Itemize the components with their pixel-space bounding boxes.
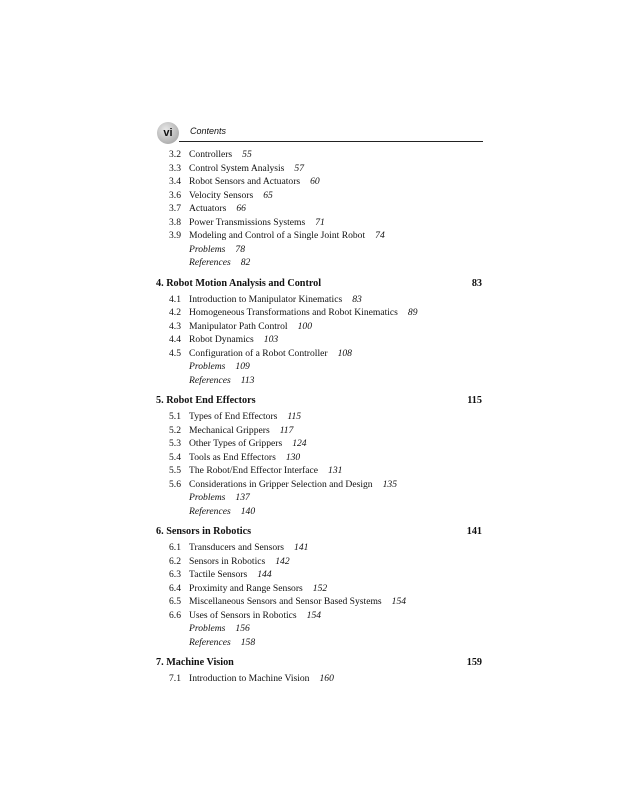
section-number: 6.4 [169, 582, 181, 594]
toc-section-entry [156, 424, 482, 438]
entry-title: Problems [189, 492, 226, 503]
entry-page: 103 [263, 334, 279, 345]
entry-page: 137 [235, 492, 250, 503]
entry-title: Control System Analysis [189, 162, 285, 174]
page-header [157, 122, 483, 144]
entry-title: Other Types of Grippers [189, 438, 283, 449]
toc-section-entry [156, 202, 482, 216]
entry-title: Homogeneous Transformations and Robot Kinematics [189, 307, 398, 318]
section-number: 5.6 [169, 478, 181, 490]
toc-section-entry [156, 306, 482, 320]
section-number: 4.2 [169, 307, 181, 318]
entry-title: References [189, 636, 231, 648]
entry-page: 156 [235, 623, 250, 634]
chapter-heading [156, 525, 482, 539]
entry-page: 144 [257, 569, 272, 580]
entry-title: Considerations in Gripper Selection and Design [189, 478, 373, 490]
entry-title: The Robot/End Effector Interface [189, 465, 319, 476]
toc-section-entry [156, 347, 482, 361]
toc-extra-entry [156, 374, 482, 388]
toc-section-entry [156, 293, 482, 307]
entry-title: Tactile Sensors [189, 569, 248, 580]
section-number: 5.2 [169, 424, 181, 436]
entry-page: 100 [297, 320, 312, 332]
section-number: 5.3 [169, 438, 181, 449]
section-number: 4.1 [169, 293, 181, 305]
toc-section-entry [156, 451, 482, 465]
chapter-heading [156, 277, 482, 291]
entry-page: 117 [279, 424, 294, 436]
section-number: 5.4 [169, 451, 181, 463]
entry-page: 113 [240, 374, 255, 386]
page-numeral: vi [163, 127, 173, 139]
entry-page: 160 [319, 673, 334, 684]
entry-page: 74 [375, 230, 385, 241]
toc-extra-entry [156, 505, 482, 519]
toc-section-entry [156, 582, 482, 596]
toc-section-entry [156, 333, 482, 347]
chapter-page: 115 [467, 395, 482, 406]
section-number: 7.1 [169, 673, 181, 684]
entry-page: 78 [235, 243, 246, 255]
entry-title: Sensors in Robotics [189, 555, 266, 567]
header-rule [179, 141, 483, 142]
chapter-title: 6. Sensors in Robotics [156, 526, 252, 537]
toc-extra-entry [156, 636, 482, 650]
entry-page: 141 [294, 542, 309, 553]
entry-title: References [189, 505, 231, 517]
entry-page: 140 [240, 505, 256, 517]
toc-extra-entry [156, 622, 482, 636]
toc-section-entry [156, 189, 482, 203]
section-number: 6.3 [169, 569, 181, 580]
section-number: 3.8 [169, 216, 181, 228]
chapter-page: 141 [466, 526, 482, 537]
entry-title: Manipulator Path Control [189, 320, 288, 332]
chapter-title: 5. Robot End Effectors [156, 395, 256, 406]
entry-page: 55 [242, 149, 252, 160]
entry-title: Uses of Sensors in Robotics [189, 609, 297, 621]
toc-section-entry [156, 320, 482, 334]
entry-title: Types of End Effectors [189, 411, 278, 422]
entry-title: Controllers [189, 149, 233, 160]
chapter-heading [156, 656, 482, 670]
chapter-page: 159 [466, 657, 482, 668]
section-number: 4.5 [169, 347, 181, 359]
table-of-contents [156, 148, 482, 686]
section-number: 3.2 [169, 149, 181, 160]
section-number: 3.7 [169, 203, 181, 214]
entry-title: Proximity and Range Sensors [189, 582, 303, 594]
toc-extra-entry [156, 256, 482, 270]
entry-title: Actuators [189, 203, 227, 214]
chapter-heading [156, 394, 482, 408]
section-number: 6.1 [169, 542, 181, 553]
toc-section-entry [156, 464, 482, 478]
entry-page: 57 [294, 162, 305, 174]
section-number: 5.5 [169, 465, 181, 476]
toc-section-entry [156, 568, 482, 582]
entry-page: 154 [391, 596, 407, 607]
section-number: 6.5 [169, 596, 181, 607]
entry-page: 154 [306, 609, 322, 621]
entry-page: 131 [328, 465, 343, 476]
toc-section-entry [156, 162, 482, 176]
section-number: 4.4 [169, 334, 181, 345]
entry-title: Miscellaneous Sensors and Sensor Based Systems [189, 596, 382, 607]
entry-page: 89 [407, 307, 418, 318]
entry-title: Power Transmissions Systems [189, 216, 306, 228]
entry-title: References [189, 257, 231, 268]
entry-title: Robot Dynamics [189, 334, 254, 345]
entry-page: 108 [337, 347, 352, 359]
toc-section-entry [156, 478, 482, 492]
toc-section-entry [156, 410, 482, 424]
toc-section-entry [156, 148, 482, 162]
page-number-tab [157, 122, 179, 144]
running-title: Contents [190, 126, 227, 136]
entry-page: 65 [263, 189, 273, 201]
entry-page: 71 [315, 216, 325, 228]
toc-section-entry [156, 555, 482, 569]
entry-page: 66 [236, 203, 246, 214]
toc-section-entry [156, 609, 482, 623]
entry-page: 158 [240, 636, 256, 648]
toc-section-entry [156, 175, 482, 189]
toc-section-entry [156, 595, 482, 609]
entry-page: 60 [310, 176, 320, 187]
toc-extra-entry [156, 360, 482, 374]
section-number: 6.6 [169, 609, 181, 621]
entry-title: Problems [189, 361, 226, 372]
section-number: 5.1 [169, 411, 181, 422]
entry-page: 82 [240, 257, 251, 268]
entry-title: Transducers and Sensors [189, 542, 285, 553]
chapter-title: 4. Robot Motion Analysis and Control [156, 277, 322, 289]
chapter-page: 83 [471, 277, 482, 289]
entry-title: Introduction to Manipulator Kinematics [189, 293, 343, 305]
entry-title: Configuration of a Robot Controller [189, 347, 328, 359]
entry-title: Robot Sensors and Actuators [189, 176, 301, 187]
entry-page: 115 [287, 411, 302, 422]
entry-title: Introduction to Machine Vision [189, 673, 310, 684]
entry-title: Velocity Sensors [189, 189, 254, 201]
section-number: 4.3 [169, 320, 181, 332]
entry-page: 152 [312, 582, 328, 594]
chapter-title: 7. Machine Vision [156, 657, 234, 668]
entry-title: References [189, 374, 231, 386]
toc-section-entry [156, 216, 482, 230]
section-number: 3.6 [169, 189, 181, 201]
toc-section-entry [156, 229, 482, 243]
entry-page: 83 [352, 293, 362, 305]
entry-title: Mechanical Grippers [189, 424, 270, 436]
entry-page: 142 [275, 555, 290, 567]
toc-section-entry [156, 437, 482, 451]
entry-title: Problems [189, 243, 226, 255]
section-number: 3.3 [169, 162, 181, 174]
entry-page: 109 [235, 361, 250, 372]
toc-extra-entry [156, 243, 482, 257]
section-number: 6.2 [169, 555, 181, 567]
entry-page: 124 [292, 438, 307, 449]
entry-title: Modeling and Control of a Single Joint Robot [189, 230, 366, 241]
entry-title: Problems [189, 623, 226, 634]
section-number: 3.4 [169, 176, 181, 187]
entry-title: Tools as End Effectors [189, 451, 276, 463]
section-number: 3.9 [169, 230, 181, 241]
toc-section-entry [156, 541, 482, 555]
toc-section-entry [156, 672, 482, 686]
entry-page: 135 [382, 478, 397, 490]
toc-extra-entry [156, 491, 482, 505]
entry-page: 130 [285, 451, 301, 463]
